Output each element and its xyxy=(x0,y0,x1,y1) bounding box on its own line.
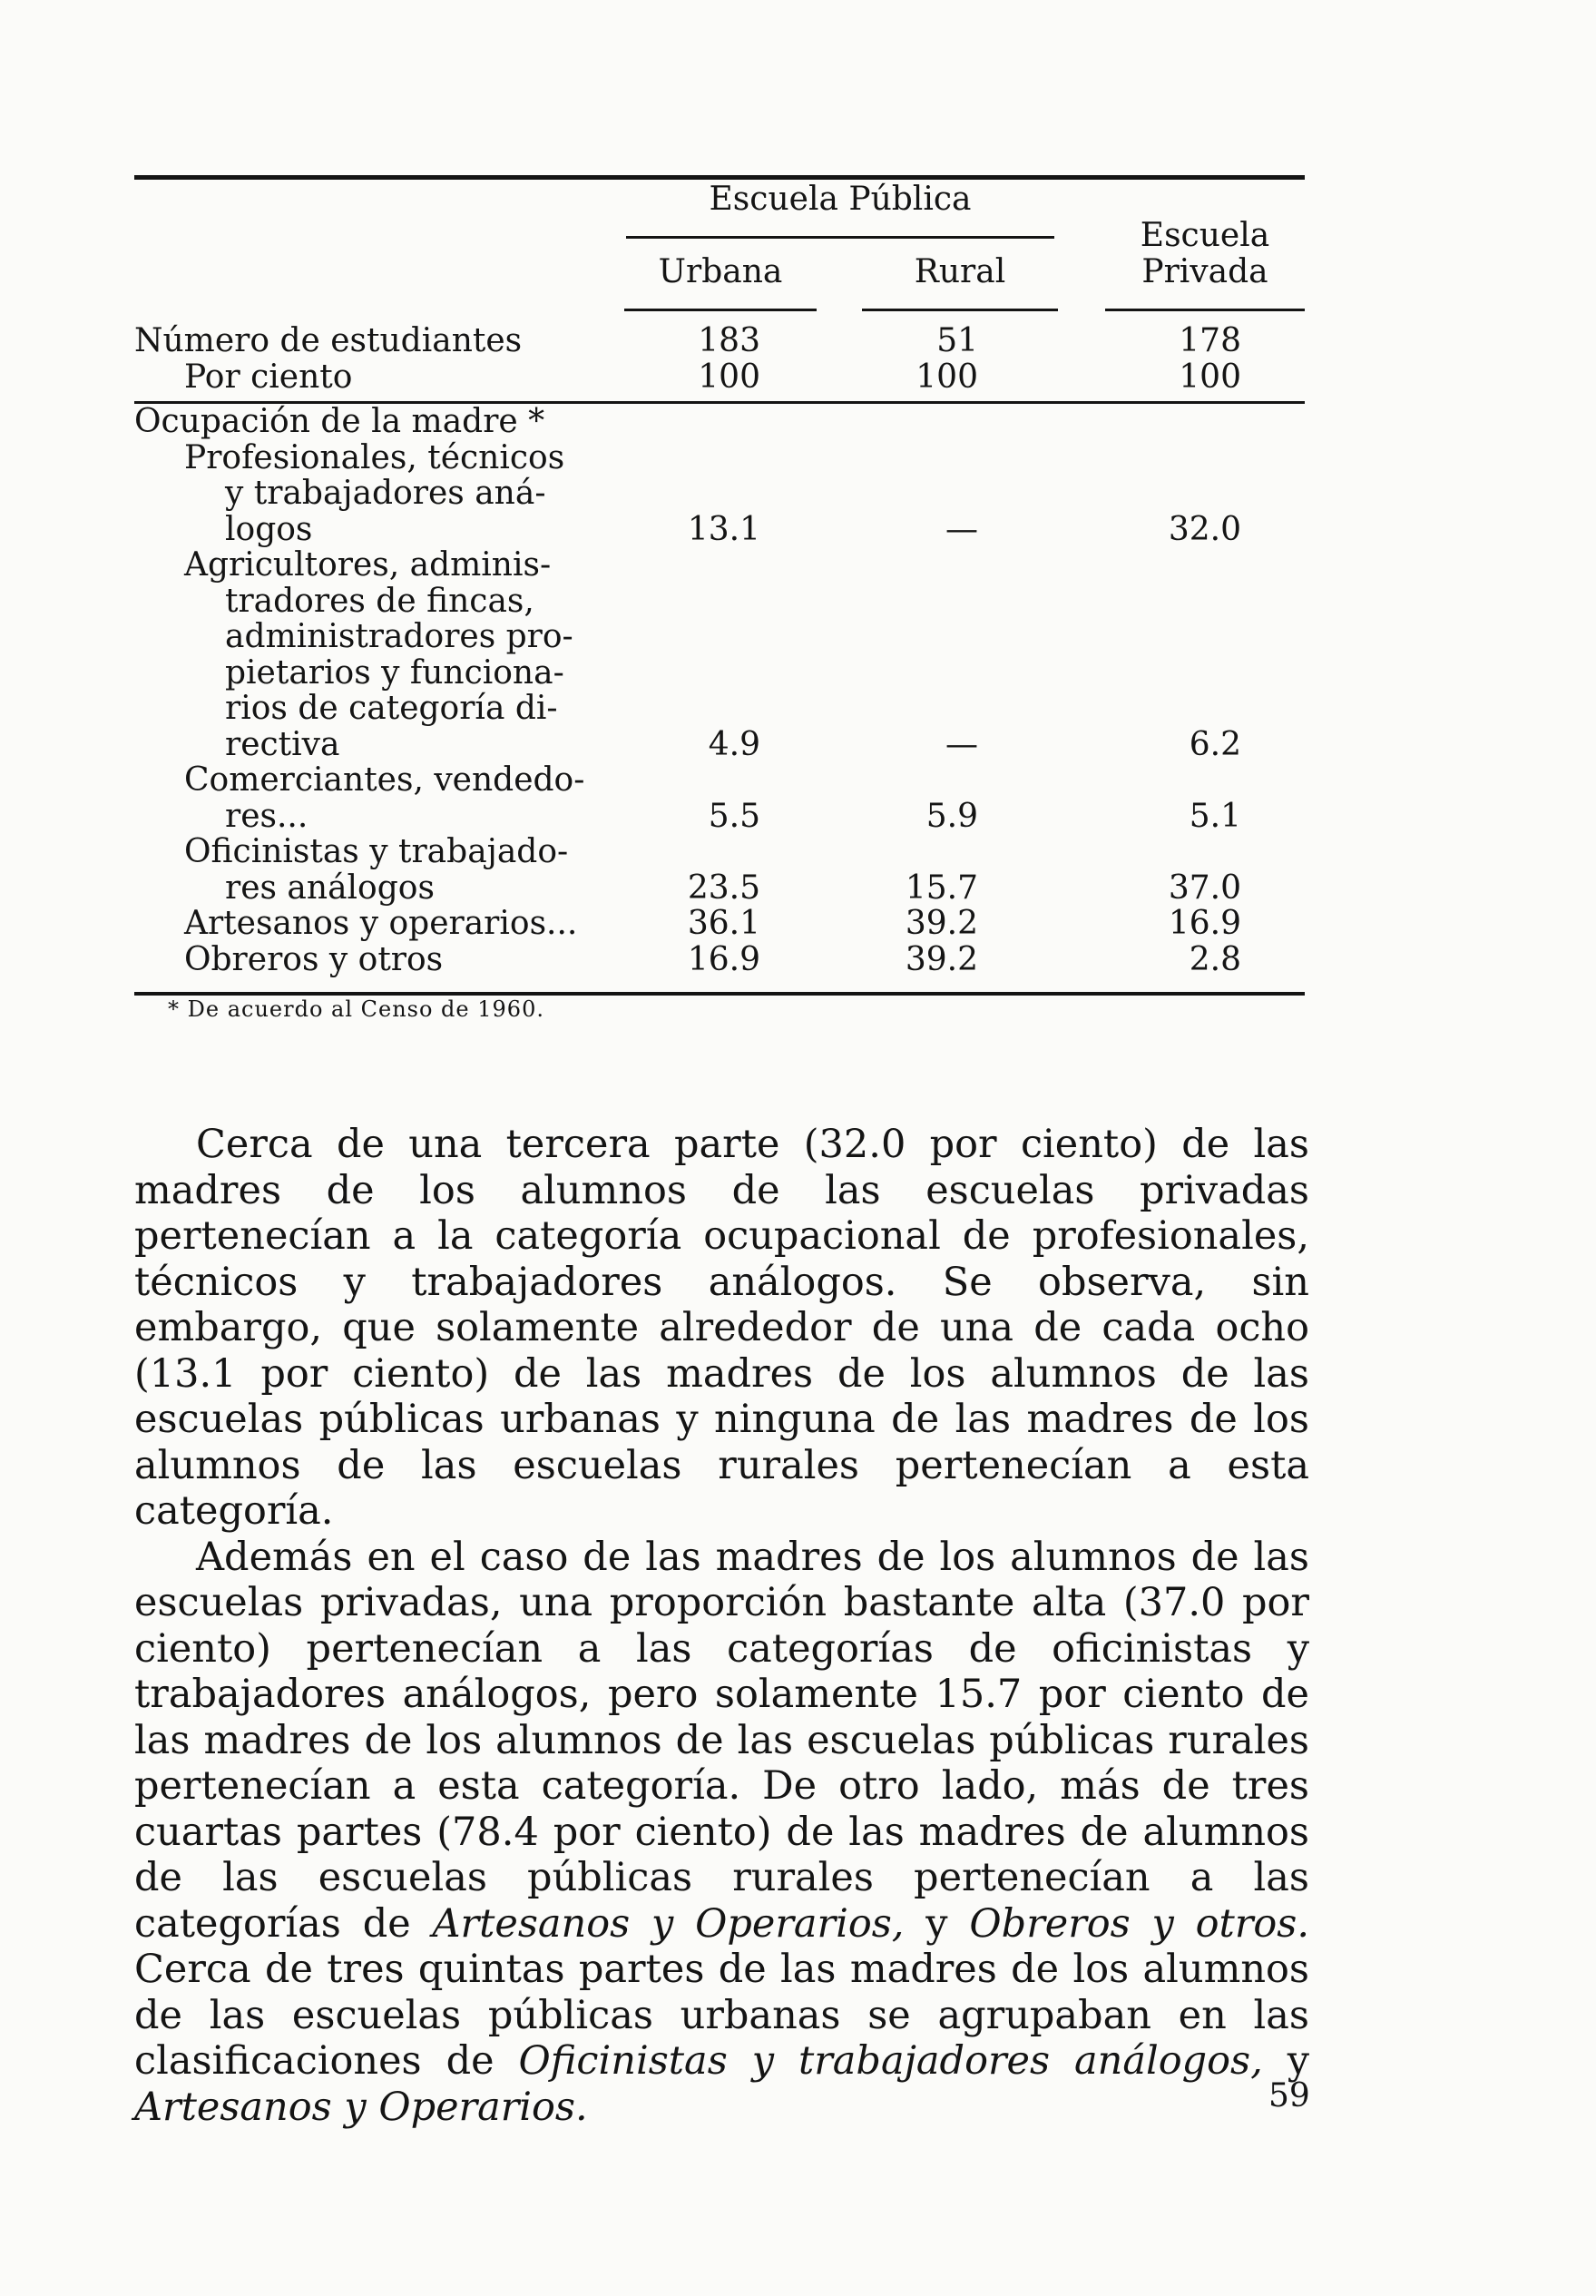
table-footnote: * De acuerdo al Censo de 1960. xyxy=(168,996,544,1022)
cell-private: 5.1 xyxy=(1189,797,1241,835)
private-rule xyxy=(1105,309,1305,311)
table-row xyxy=(134,547,1305,584)
header-public-school: Escuela Pública xyxy=(709,181,972,218)
header-private-line1: Escuela xyxy=(1140,217,1270,254)
table-top-rule xyxy=(134,175,1305,180)
body-text xyxy=(134,1122,1309,2130)
table-row xyxy=(134,323,1305,359)
cell-private: 178 xyxy=(1179,322,1241,359)
cell-private: 16.9 xyxy=(1168,905,1241,942)
row-label: Artesanos y operarios... xyxy=(184,905,578,942)
cell-private: 37.0 xyxy=(1168,868,1241,907)
table-row xyxy=(134,512,1305,548)
cell-rural: — xyxy=(945,510,978,548)
public-school-rule xyxy=(626,236,1054,239)
cell-urban: 100 xyxy=(698,358,760,396)
cell-urban: 4.9 xyxy=(708,725,760,763)
p2-text-d: y xyxy=(1262,2038,1309,2084)
table-row xyxy=(134,870,1305,907)
cell-rural: 15.7 xyxy=(905,868,978,907)
p2-text-a: Además en el caso de las madres de los alumnos de las escuelas privadas, una proporción bastante alta (37.0 por ciento) pertenecían a las categorías de oficinistas y trabajadores análogos, pero solamente 15.7 por ciento de las madres de los alumnos de las escuelas públicas rurales pertenecían a esta categoría. De otro lado, más de tres cuartas partes (78.4 por ciento) de las madres de alumnos de las escuelas públicas rurales pertenecían a las categorías de xyxy=(134,1534,1309,1947)
cell-urban: 183 xyxy=(698,322,760,359)
p2-italic-1: Artesanos y Operarios, xyxy=(432,1900,905,1947)
table-row xyxy=(134,834,1305,870)
table-row xyxy=(134,584,1305,620)
row-label: Agricultores, adminis- xyxy=(184,546,552,584)
cell-rural: — xyxy=(945,725,978,763)
table-row xyxy=(134,404,1305,440)
row-label: rectiva xyxy=(225,725,340,763)
cell-rural: 51 xyxy=(936,322,978,359)
cell-rural: 100 xyxy=(915,358,978,396)
cell-private: 6.2 xyxy=(1189,725,1241,763)
row-label: Profesionales, técnicos xyxy=(184,438,565,476)
cell-rural: 39.2 xyxy=(905,905,978,942)
cell-urban: 13.1 xyxy=(687,510,760,548)
p2-text-b: y xyxy=(904,1900,970,1947)
row-label: Comerciantes, vendedo- xyxy=(184,761,585,799)
cell-rural: 5.9 xyxy=(925,797,978,835)
table-row xyxy=(134,727,1305,763)
p2-italic-4: Artesanos y Operarios. xyxy=(134,2084,588,2130)
cell-rural: 39.2 xyxy=(905,940,978,978)
page-number: 59 xyxy=(1268,2077,1310,2114)
row-label: y trabajadores aná- xyxy=(225,475,546,512)
row-label: pietarios y funciona- xyxy=(225,653,564,692)
table-row xyxy=(134,906,1305,942)
p2-italic-2: Obreros y otros. xyxy=(969,1900,1309,1947)
cell-private: 32.0 xyxy=(1168,510,1241,548)
paragraph-1: Cerca de una tercera parte (32.0 por ciento) de las madres de los alumnos de las escuelas privadas pertenecían a la categoría ocupacional de profesionales, técnicos y trabajadores análogos. Se observa, sin embargo, que solamente alrededor de una de cada ocho (13.1 por ciento) de las madres de los alumnos de las escuelas públicas urbanas y ninguna de las madres de los alumnos de las escuelas rurales pertenecían a esta categoría. xyxy=(134,1122,1309,1534)
table-row xyxy=(134,440,1305,476)
row-label: res análogos xyxy=(225,868,435,907)
table-row xyxy=(134,619,1305,655)
row-label: administradores pro- xyxy=(225,618,573,655)
row-label: Ocupación de la madre * xyxy=(134,403,545,440)
header-private-line2: Privada xyxy=(1141,253,1268,290)
row-label: Número de estudiantes xyxy=(134,322,523,359)
table-row xyxy=(134,359,1305,396)
cell-urban: 23.5 xyxy=(687,868,760,907)
table-row xyxy=(134,655,1305,692)
row-label: Por ciento xyxy=(184,358,353,396)
table-row xyxy=(134,691,1305,727)
cell-private: 2.8 xyxy=(1189,940,1241,978)
urban-rule xyxy=(624,309,817,311)
table-row xyxy=(134,476,1305,512)
rural-rule xyxy=(862,309,1058,311)
paragraph-2 xyxy=(134,1535,1309,2131)
header-rural: Rural xyxy=(914,253,1006,290)
table-row xyxy=(134,762,1305,799)
row-label: Oficinistas y trabajado- xyxy=(184,833,569,870)
cell-urban: 16.9 xyxy=(687,940,760,978)
p2-italic-3: Oficinistas y trabajadores análogos, xyxy=(518,2038,1263,2084)
table-body xyxy=(134,323,1305,977)
row-label: res... xyxy=(225,797,308,835)
cell-urban: 36.1 xyxy=(687,905,760,942)
header-urban: Urbana xyxy=(658,253,783,290)
row-label: Obreros y otros xyxy=(184,940,444,978)
cell-urban: 5.5 xyxy=(708,797,760,835)
p2-text-c: Cerca de tres quintas partes de las madres de los alumnos de las escuelas públicas urbanas se agrupaban en las clasificaciones de xyxy=(134,1947,1309,2084)
table-row xyxy=(134,799,1305,835)
row-label: logos xyxy=(225,510,313,548)
row-label: tradores de fincas, xyxy=(225,582,534,620)
table-row xyxy=(134,942,1305,978)
row-label: rios de categoría di- xyxy=(225,690,558,727)
cell-private: 100 xyxy=(1179,358,1241,396)
